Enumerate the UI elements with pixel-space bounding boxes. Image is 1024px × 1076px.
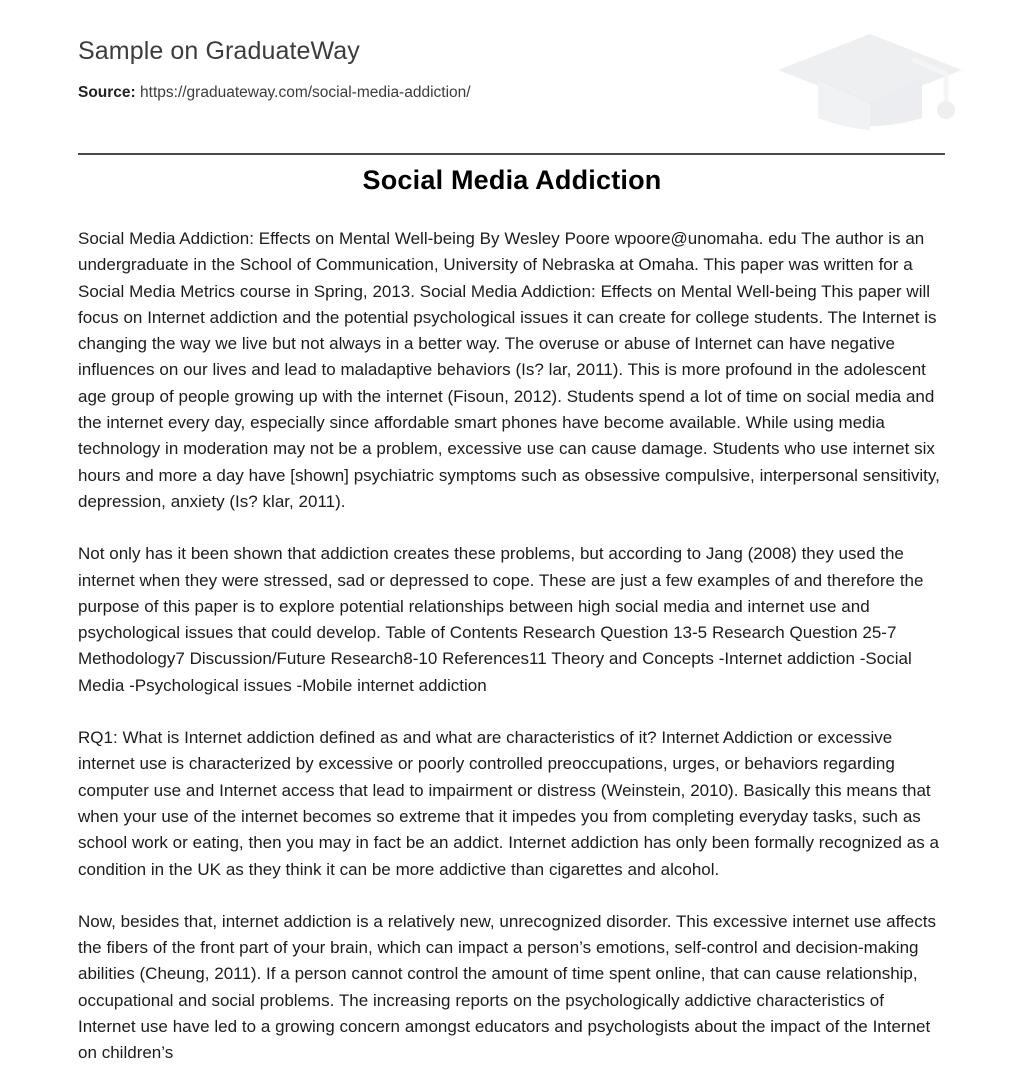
header-divider: [78, 153, 945, 155]
body-paragraph: Now, besides that, internet addiction is a relatively new, unrecognized disorder. This excessive internet use affects the fibers of the front part of your brain, which can impact a person’s emotions, self-control and decision-making abilities (Cheung, 2011). If a person cannot control the amount of time spent online, that can cause relationship, occupational and social problems. The increasing reports on the psychologically addictive characteristics of Internet use have led to a growing concern amongst educators and psychologists about the impact of the Internet on children’s: [78, 911, 936, 1063]
site-title: Sample on GraduateWay: [78, 37, 360, 65]
document-body: [0, 226, 1024, 1067]
page-header: [0, 0, 1024, 108]
source-line: [78, 83, 946, 102]
body-paragraph: Not only has it been shown that addiction creates these problems, but according to Jang (2008) they used the internet when they were stressed, sad or depressed to cope. These are just a few examples of and therefore the purpose of this paper is to explore potential relationships between high social media and internet use and psychological issues that could develop. Table of Contents Research Question 13-5 Research Question 25-7 Methodology7 Discussion/Future Research8-10 References11 Theory and Concepts -Internet addiction -Social Media -Psychological issues -Mobile internet addiction: [78, 544, 924, 695]
source-url[interactable]: https://graduateway.com/social-media-addiction/: [140, 84, 471, 101]
body-paragraph: RQ1: What is Internet addiction defined as and what are characteristics of it? Internet Addiction or excessive internet use is characterized by excessive or poorly controlled preoccupations, urges, or behaviors regarding computer use and Internet access that lead to impairment or distress (Weinstein, 2010). Basically this means that when your use of the internet becomes so extreme that it impedes you from completing everyday tasks, such as school work or eating, then you may in fact be an addict. Internet addiction has only been formally recognized as a condition in the UK as they think it can be more addictive than cigarettes and alcohol.: [78, 728, 939, 879]
source-label: Source:: [78, 84, 136, 101]
body-paragraph: Social Media Addiction: Effects on Mental Well-being By Wesley Poore wpoore@unomaha. edu The author is an undergraduate in the School of Communication, University of Nebraska at Omaha. This paper was written for a Social Media Metrics course in Spring, 2013. Social Media Addiction: Effects on Mental Well-being This paper will focus on Internet addiction and the potential psychological issues it can create for college students. The Internet is changing the way we live but not always in a better way. The overuse or abuse of Internet can have negative influences on our lives and lead to maladaptive behaviors (Is? lar, 2011). This is more profound in the adolescent age group of people growing up with the internet (Fisoun, 2012). Students spend a lot of time on social media and the internet every day, especially since affordable smart phones have become available. While using media technology in moderation may not be a problem, excessive use can cause damage. Students who use internet six hours and more a day have [shown] psychiatric symptoms such as obsessive compulsive, interpersonal sensitivity, depression, anxiety (Is? klar, 2011).: [78, 229, 940, 511]
page-title: Social Media Addiction: [362, 165, 662, 195]
